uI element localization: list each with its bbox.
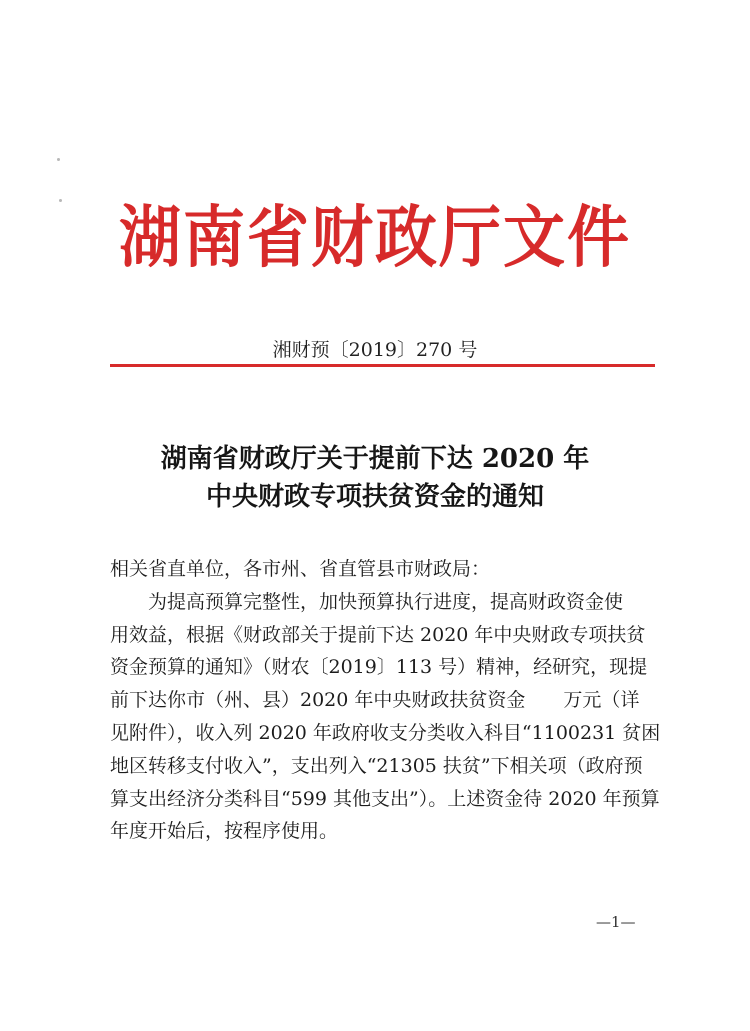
document-header-title: 湖南省财政厅文件 — [118, 198, 631, 277]
body-line: 前下达你市（州、县）2020 年中央财政扶贫资金 万元（详 — [110, 689, 640, 712]
body-line: 算支出经济分类科目“599 其他支出”）。上述资金待 2020 年预算 — [110, 787, 660, 810]
body-line: 用效益，根据《财政部关于提前下达 2020 年中央财政专项扶贫 — [110, 623, 646, 646]
notice-body — [110, 553, 661, 848]
scan-speck — [57, 158, 60, 161]
notice-title — [0, 440, 750, 516]
body-line-salutation: 相关省直单位，各市州、省直管县市财政局： — [110, 558, 491, 580]
notice-title-line-2: 中央财政专项扶贫资金的通知 — [205, 482, 544, 512]
body-line: 为提高预算完整性，加快预算执行进度，提高财政资金使 — [110, 590, 624, 613]
page-number: —1— — [596, 913, 636, 931]
notice-title-line-1: 湖南省财政厅关于提前下达 2020 年 — [160, 444, 590, 474]
body-line: 见附件），收入列 2020 年政府收支分类收入科目“1100231 贫困 — [110, 721, 661, 744]
body-line: 资金预算的通知》（财农〔2019〕113 号）精神，经研究，现提 — [110, 656, 648, 679]
body-line: 地区转移支付收入”，支出列入“21305 扶贫”下相关项（政府预 — [110, 754, 643, 777]
header-red-divider — [110, 364, 655, 367]
document-number: 湘财预〔2019〕270 号 — [272, 339, 478, 361]
body-line: 年度开始后，按程序使用。 — [110, 820, 339, 843]
